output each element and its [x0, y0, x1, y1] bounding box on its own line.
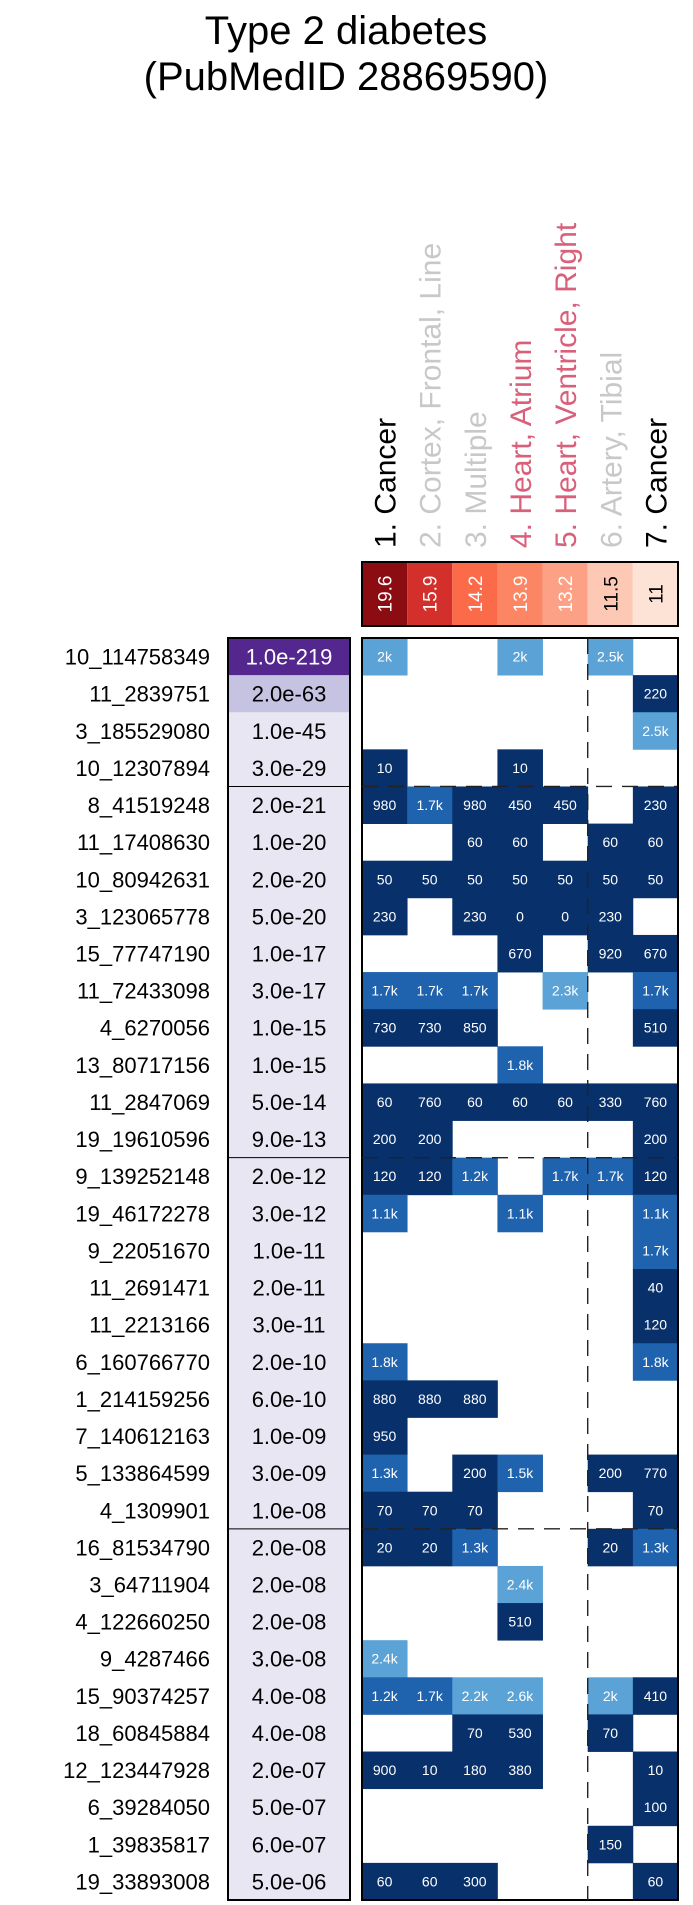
column-label-1: 1. Cancer [369, 417, 403, 548]
column-labels [370, 222, 674, 548]
pvalue-label: 5.0e-06 [251, 1869, 327, 1895]
cell-value-label: 1.2k [461, 1168, 489, 1185]
cell-value-label: 10 [512, 759, 528, 776]
snp-label: 3_64711904 [89, 1572, 210, 1598]
cell-value-label: 770 [643, 1465, 668, 1482]
cell-value-label: 70 [376, 1502, 393, 1519]
pvalue-column [228, 638, 350, 1901]
pvalue-label: 1.0e-09 [251, 1424, 327, 1450]
cell-value-label: 760 [643, 1093, 668, 1110]
cell-value-label: 70 [467, 1724, 483, 1741]
cell-value-label: 60 [467, 1093, 483, 1110]
pvalue-label: 2.0e-10 [251, 1349, 327, 1375]
cell-value-label: 380 [508, 1762, 532, 1779]
cell-value-label: 60 [376, 1093, 393, 1110]
cell-value-label: 200 [463, 1465, 487, 1482]
pvalue-label: 2.0e-08 [251, 1572, 327, 1598]
cell-value-label: 230 [643, 797, 668, 814]
cell-value-label: 670 [643, 945, 668, 962]
cell-value-label: 1.3k [461, 1539, 489, 1556]
cell-value-label: 730 [372, 1019, 397, 1036]
cell-value-label: 200 [372, 1131, 397, 1148]
cell-value-label: 20 [602, 1539, 619, 1556]
snp-label: 19_19610596 [75, 1127, 210, 1153]
snp-label: 6_160766770 [75, 1349, 210, 1375]
cell-value-label: 230 [372, 908, 397, 925]
cell-value-label: 60 [512, 834, 528, 851]
snp-label: 3_123065778 [75, 904, 210, 930]
snp-label: 11_2847069 [89, 1089, 210, 1115]
pvalue-label: 5.0e-07 [251, 1795, 327, 1821]
cell-value-label: 60 [421, 1873, 438, 1890]
cell-value-label: 60 [467, 834, 483, 851]
cell-value-label: 760 [418, 1093, 442, 1110]
snp-label: 9_139252148 [75, 1164, 210, 1190]
pvalue-label: 4.0e-08 [251, 1720, 327, 1746]
cell-value-label: 220 [643, 685, 668, 702]
cell-value-label: 60 [602, 834, 619, 851]
snp-label: 13_80717156 [75, 1052, 210, 1078]
cell-value-label: 20 [376, 1539, 393, 1556]
snp-label: 15_77747190 [75, 941, 210, 967]
cell-value-label: 2k [512, 648, 528, 665]
cell-value-label: 50 [467, 871, 483, 888]
snp-label: 4_1309901 [99, 1498, 210, 1524]
cell-value-label: 1.7k [416, 1687, 443, 1704]
snp-label: 11_72433098 [77, 978, 210, 1004]
cell-value-label: 1.7k [371, 982, 398, 999]
cell-value-label: 510 [643, 1019, 668, 1036]
cell-value-label: 120 [643, 1168, 668, 1185]
column-label-4: 4. Heart, Atrium [505, 339, 538, 548]
cell-value-label: 980 [372, 797, 397, 814]
snp-label: 19_46172278 [75, 1201, 210, 1227]
cell-value-label: 2.3k [551, 982, 579, 999]
pvalue-label: 3.0e-11 [252, 1312, 326, 1338]
pvalue-label: 1.0e-08 [251, 1498, 327, 1524]
snp-label: 9_4287466 [99, 1646, 210, 1672]
cell-value-label: 880 [372, 1390, 397, 1407]
cell-value-label: 1.7k [416, 797, 443, 814]
cell-value-label: 980 [463, 797, 487, 814]
cell-value-label: 530 [508, 1724, 532, 1741]
cell-value-label: 1.7k [416, 982, 443, 999]
snp-label: 3_185529080 [75, 718, 210, 744]
pvalue-label: 1.0e-20 [251, 830, 327, 856]
snp-label: 10_80942631 [75, 867, 210, 893]
cell-value-label: 230 [463, 908, 487, 925]
cell-value-label: 880 [463, 1390, 487, 1407]
cell-value-label: 510 [508, 1613, 532, 1630]
cell-value-label: 60 [376, 1873, 393, 1890]
cell-value-label: 330 [598, 1093, 622, 1110]
pvalue-label: 1.0e-219 [245, 644, 333, 670]
cell-value-label: 60 [647, 1873, 664, 1890]
snp-label: 4_122660250 [75, 1609, 210, 1635]
title-line-1: Type 2 diabetes [204, 9, 488, 53]
cell-value-label: 900 [372, 1762, 397, 1779]
heatmap-cells [362, 638, 678, 1900]
column-label-6: 6. Artery, Tibial [595, 351, 629, 548]
pvalue-label: 6.0e-10 [251, 1386, 327, 1412]
snp-label: 15_90374257 [75, 1683, 210, 1709]
cell-value-label: 300 [463, 1873, 487, 1890]
cell-value-label: 2.6k [506, 1687, 534, 1704]
cell-value-label: 1.7k [551, 1168, 579, 1185]
cell-value-label: 50 [421, 871, 438, 888]
pvalue-label: 1.0e-17 [251, 941, 327, 967]
score-label-7: 11 [646, 584, 668, 604]
snp-label: 12_123447928 [63, 1758, 210, 1784]
snp-label: 11_2691471 [89, 1275, 210, 1301]
column-label-7: 7. Cancer [640, 417, 674, 548]
snp-label: 11_17408630 [77, 830, 210, 856]
cell-value-label: 2.4k [371, 1650, 398, 1667]
snp-label: 4_6270056 [99, 1015, 210, 1041]
snp-label: 19_33893008 [75, 1869, 210, 1895]
pvalue-label: 2.0e-12 [251, 1164, 327, 1190]
pvalue-label: 3.0e-29 [251, 755, 327, 781]
cell-value-label: 60 [557, 1093, 573, 1110]
chart-title [144, 9, 549, 99]
cell-value-label: 1.3k [642, 1539, 669, 1556]
cell-value-label: 70 [602, 1724, 619, 1741]
pvalue-label: 2.0e-11 [252, 1275, 326, 1301]
score-label-4: 13.9 [511, 575, 532, 613]
cell-value-label: 450 [553, 797, 577, 814]
cell-value-label: 10 [376, 759, 393, 776]
cell-value-label: 150 [598, 1836, 622, 1853]
pvalue-label: 5.0e-20 [251, 904, 327, 930]
title-line-2: (PubMedID 28869590) [143, 55, 549, 99]
cell-value-label: 50 [376, 871, 393, 888]
cell-value-label: 2.5k [642, 722, 669, 739]
cell-value-label: 2k [602, 1687, 618, 1704]
pvalue-label: 3.0e-12 [251, 1201, 327, 1227]
snp-label: 7_140612163 [75, 1424, 210, 1450]
column-label-3: 3. Multiple [459, 411, 493, 548]
score-label-2: 15.9 [420, 575, 442, 613]
cell-value-label: 920 [598, 945, 622, 962]
cell-value-label: 50 [557, 871, 573, 888]
cell-value-label: 50 [602, 871, 619, 888]
score-label-1: 19.6 [375, 575, 397, 613]
cell-value-label: 120 [643, 1316, 668, 1333]
cell-value-label: 70 [421, 1502, 438, 1519]
cell-value-label: 50 [647, 871, 664, 888]
cell-value-label: 180 [463, 1762, 487, 1779]
pvalue-label: 9.0e-13 [251, 1127, 327, 1153]
snp-label: 9_22051670 [87, 1238, 210, 1264]
cell-value-label: 1.8k [642, 1353, 669, 1370]
pvalue-label: 1.0e-45 [251, 718, 327, 744]
cell-value-label: 200 [598, 1465, 622, 1482]
cell-value-label: 950 [372, 1428, 397, 1445]
cell-value-label: 730 [418, 1019, 442, 1036]
snp-label: 5_133864599 [75, 1461, 210, 1487]
cell-value-label: 200 [418, 1131, 442, 1148]
pvalue-label: 2.0e-20 [251, 867, 327, 893]
cell-value-label: 2.5k [597, 648, 624, 665]
cell-value-label: 120 [372, 1168, 397, 1185]
cell-value-label: 1.3k [371, 1465, 398, 1482]
pvalue-label: 1.0e-15 [251, 1052, 327, 1078]
cell-value-label: 1.7k [461, 982, 489, 999]
snp-label: 11_2839751 [89, 681, 210, 707]
cell-value-label: 2.2k [461, 1687, 489, 1704]
cell-value-label: 2.4k [506, 1576, 534, 1593]
snp-labels [63, 645, 210, 1895]
cell-value-label: 1.7k [597, 1168, 624, 1185]
pvalue-label: 2.0e-08 [251, 1535, 327, 1561]
snp-label: 18_60845884 [75, 1720, 210, 1746]
pvalue-label: 4.0e-08 [251, 1683, 327, 1709]
snp-label: 10_114758349 [64, 644, 210, 670]
score-label-3: 14.2 [465, 575, 487, 613]
cell-value-label: 70 [467, 1502, 483, 1519]
cell-value-label: 200 [643, 1131, 668, 1148]
cell-value-label: 100 [643, 1799, 668, 1816]
pvalue-label: 2.0e-08 [251, 1609, 327, 1635]
pvalue-label: 5.0e-14 [251, 1089, 327, 1115]
snp-label: 1_214159256 [75, 1386, 210, 1412]
cell-value-label: 10 [647, 1762, 664, 1779]
score-label-6: 11.5 [601, 576, 623, 612]
pvalue-label: 3.0e-08 [251, 1646, 327, 1672]
cell-value-label: 1.2k [371, 1687, 398, 1704]
snp-label: 8_41519248 [87, 793, 210, 819]
snp-label: 1_39835817 [87, 1832, 210, 1858]
cell-value-label: 1.1k [506, 1205, 534, 1222]
cell-value-label: 2k [377, 648, 392, 665]
cell-value-label: 10 [421, 1762, 438, 1779]
cell-value-label: 1.1k [371, 1205, 398, 1222]
pvalue-label: 1.0e-11 [252, 1238, 326, 1264]
pvalue-label: 1.0e-15 [251, 1015, 327, 1041]
snp-label: 6_39284050 [87, 1795, 210, 1821]
cell-value-label: 20 [421, 1539, 438, 1556]
snp-label: 16_81534790 [75, 1535, 210, 1561]
pvalue-label: 6.0e-07 [251, 1832, 327, 1858]
cell-value-label: 40 [647, 1279, 664, 1296]
snp-label: 11_2213166 [89, 1312, 210, 1338]
cell-value-label: 1.1k [642, 1205, 669, 1222]
cell-value-label: 1.5k [506, 1465, 534, 1482]
cell-value-label: 50 [512, 871, 528, 888]
cell-value-label: 0 [516, 908, 524, 925]
cell-value-label: 120 [418, 1168, 442, 1185]
cell-value-label: 1.8k [371, 1353, 398, 1370]
pvalue-label: 2.0e-07 [251, 1758, 327, 1784]
cell-value-label: 230 [598, 908, 622, 925]
column-label-2: 2. Cortex, Frontal, Line [414, 242, 448, 548]
cell-value-label: 0 [561, 908, 570, 925]
cell-value-label: 60 [512, 1093, 528, 1110]
cell-value-label: 60 [647, 834, 664, 851]
cell-value-label: 1.7k [642, 1242, 669, 1259]
column-label-5: 5. Heart, Ventricle, Right [550, 222, 584, 548]
snp-label: 10_12307894 [75, 755, 210, 781]
score-label-5: 13.2 [556, 575, 578, 613]
cell-value-label: 670 [508, 945, 532, 962]
cell-value-label: 850 [463, 1019, 487, 1036]
cell-value-label: 880 [418, 1390, 442, 1407]
pvalue-label: 3.0e-17 [251, 978, 327, 1004]
pvalue-label: 2.0e-63 [251, 681, 327, 707]
cell-value-label: 70 [647, 1502, 664, 1519]
cell-value-label: 1.8k [506, 1056, 534, 1073]
column-score-row [362, 562, 678, 626]
cell-value-label: 410 [643, 1687, 668, 1704]
cell-value-label: 450 [508, 797, 532, 814]
pvalue-label: 2.0e-21 [251, 793, 327, 819]
cell-value-label: 1.7k [642, 982, 669, 999]
pvalue-label: 3.0e-09 [251, 1461, 327, 1487]
